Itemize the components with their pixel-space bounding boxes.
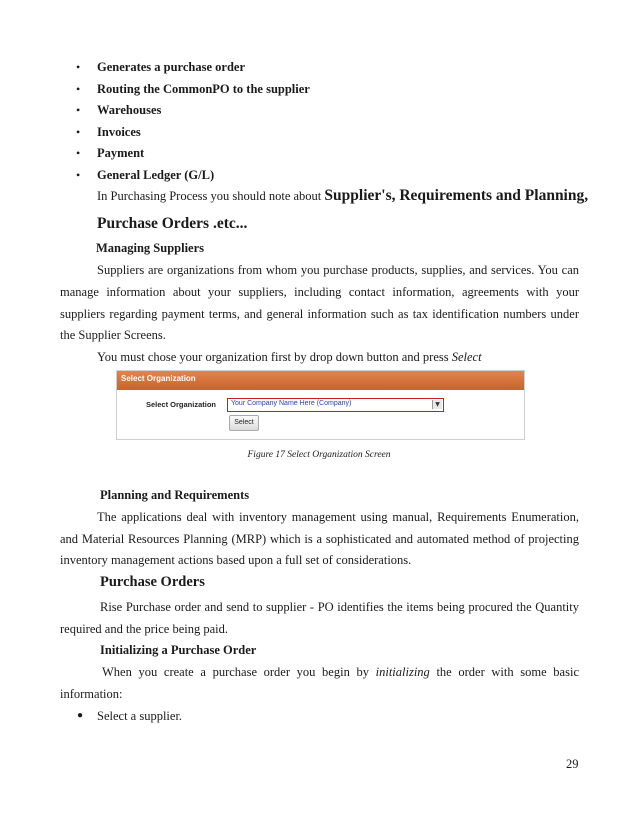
paragraph-line: The applications deal with inventory management using manual, Requirements Enumeration, [97, 510, 579, 524]
bullet-marker: • [76, 60, 81, 74]
paragraph-line: the Supplier Screens. [60, 328, 166, 342]
intro-emphasis-line2: Purchase Orders .etc... [97, 215, 248, 232]
list-item: Warehouses [97, 103, 162, 117]
screenshot-title-bar [117, 371, 524, 390]
organization-dropdown[interactable] [227, 398, 444, 412]
section-heading-initializing: Initializing a Purchase Order [100, 643, 257, 657]
paragraph-line: information: [60, 687, 123, 701]
intro-prefix: In Purchasing Process you should note about [97, 189, 325, 203]
initializing-text-b: the order with some basic [429, 665, 579, 679]
bullet-marker: • [76, 125, 81, 139]
list-item: Routing the CommonPO to the supplier [97, 82, 310, 96]
bullet-marker: • [76, 146, 81, 160]
intro-line [97, 188, 588, 204]
paragraph-line: required and the price being paid. [60, 622, 228, 636]
instruction-line [97, 349, 482, 365]
select-organization-screenshot [116, 370, 525, 440]
chevron-down-icon[interactable]: ▼ [432, 400, 442, 409]
paragraph-line: manage information about your suppliers, including contact information, agreements with your [60, 285, 579, 299]
paragraph-line [102, 664, 579, 680]
paragraph-line: Rise Purchase order and send to supplier - PO identifies the items being procured the Quantity [100, 600, 579, 614]
list-item: Invoices [97, 125, 141, 139]
paragraph-line: suppliers regarding payment terms, and general information such as tax identification numbers under [60, 307, 579, 321]
instruction-text: You must chose your organization first by drop down button and press [97, 350, 452, 364]
paragraph-line: Suppliers are organizations from whom you purchase products, supplies, and services. You can [97, 263, 579, 277]
bullet-marker: • [76, 103, 81, 117]
figure-caption: Figure 17 Select Organization Screen [247, 450, 391, 460]
bullet-marker: ● [77, 710, 84, 721]
bullet-marker: • [76, 82, 81, 96]
list-item: General Ledger (G/L) [97, 168, 215, 182]
organization-dropdown-value: Your Company Name Here (Company) [231, 400, 352, 407]
initializing-em: initializing [375, 665, 430, 679]
intro-emphasis: Supplier's, Requirements and Planning, [324, 187, 589, 204]
select-organization-label: Select Organization [146, 400, 217, 409]
paragraph-line: and Material Resources Planning (MRP) which is a sophisticated and automated method of projecting [60, 532, 579, 546]
screenshot-title: Select Organization [121, 374, 196, 383]
section-heading-managing-suppliers: Managing Suppliers [96, 241, 205, 255]
instruction-select: Select [451, 350, 482, 364]
section-heading-purchase-orders: Purchase Orders [100, 574, 205, 590]
select-button[interactable]: Select [229, 415, 259, 431]
paragraph-line: inventory management actions based upon a full set of considerations. [60, 553, 412, 567]
section-heading-planning: Planning and Requirements [100, 488, 250, 502]
list-item: Payment [97, 146, 145, 160]
bullet-marker: • [76, 168, 81, 182]
initializing-text-a: When you create a purchase order you begin by [102, 665, 376, 679]
list-item: Generates a purchase order [97, 60, 246, 74]
page-number: 29 [566, 757, 579, 771]
list-item: Select a supplier. [97, 709, 183, 723]
